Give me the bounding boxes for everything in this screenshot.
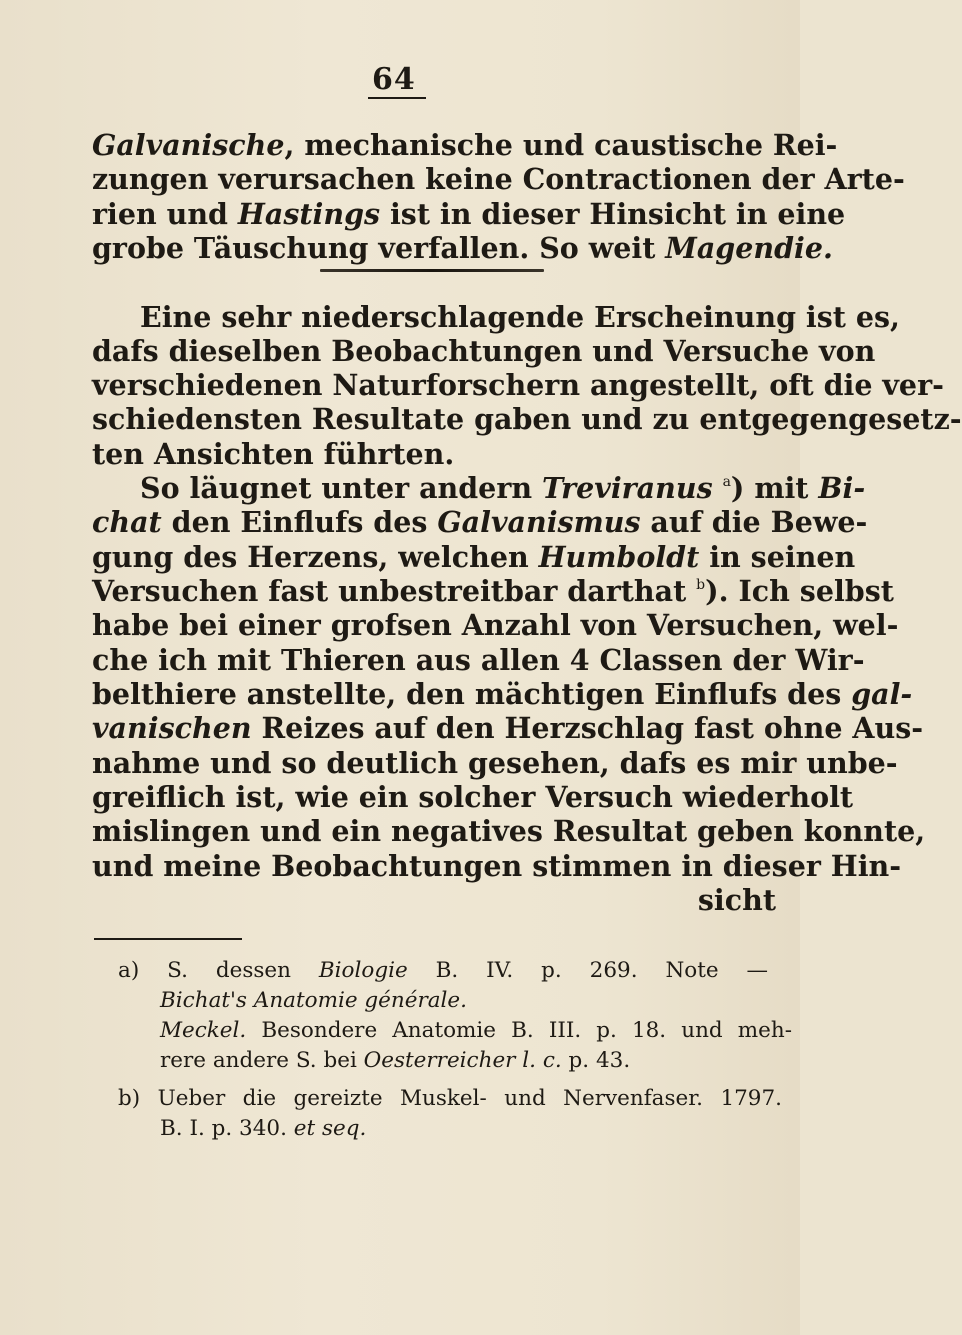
text: a) S. dessen (118, 958, 319, 983)
paragraph-2-line-2: dafs dieselben Beobachtungen und Versuche von (92, 334, 876, 368)
paragraph-1-line-2: zungen verursachen keine Contractionen der Arte- (92, 162, 905, 196)
paragraph-3-line-3 (92, 540, 856, 574)
emphasis: Treviranus (541, 471, 713, 505)
paragraph-3-line-8 (92, 711, 924, 745)
paragraph-2-line-5: ten Ansichten führten. (92, 437, 455, 471)
text: gung des Herzens, welchen (92, 540, 539, 574)
footnote-a-line-1 (118, 960, 768, 982)
text: ist in dieser Hinsicht in eine (380, 197, 846, 231)
footnote-marker: a (722, 474, 731, 490)
text: B. IV. p. 269. Note — (407, 958, 768, 983)
paragraph-2-line-4: schiedensten Resultate gaben und zu entgegengesetz- (92, 402, 962, 436)
paragraph-3-line-9: nahme und so deutlich gesehen, dafs es mir unbe- (92, 746, 898, 780)
emphasis: Biologie (318, 958, 408, 983)
emphasis: Bichat's Anatomie générale. (160, 988, 467, 1013)
text: ). Ich selbst (705, 574, 894, 608)
text: auf die Bewe- (640, 505, 868, 539)
emphasis: Hastings (237, 197, 381, 231)
text: So läugnet unter andern (140, 471, 542, 505)
emphasis: chat (92, 505, 162, 539)
paragraph-3-line-11: mislingen und ein negatives Resultat geben konnte, (92, 814, 926, 848)
text: rere andere S. bei (160, 1048, 364, 1073)
emphasis: Meckel. (160, 1018, 247, 1043)
paragraph-3-line-2 (92, 505, 868, 539)
text: p. 43. (561, 1048, 631, 1073)
text: rien und (92, 197, 238, 231)
text: Besondere Anatomie B. III. p. 18. und meh- (246, 1018, 792, 1043)
footnote-rule (94, 938, 242, 940)
paragraph-2-line-3: verschiedenen Naturforschern angestellt, oft die ver- (92, 368, 944, 402)
paragraph-1-line-1 (92, 128, 838, 162)
page-number: 64 (372, 62, 416, 97)
emphasis: Galvanismus (437, 505, 641, 539)
section-separator (320, 269, 544, 272)
paragraph-3-line-5: habe bei einer grofsen Anzahl von Versuchen, wel- (92, 608, 899, 642)
emphasis: vanischen (92, 711, 252, 745)
footnote-marker: b (696, 577, 706, 593)
footnote-a-line-2 (160, 990, 792, 1012)
emphasis: Galvanische (92, 128, 285, 162)
emphasis: gal- (851, 677, 913, 711)
paragraph-1-line-4 (92, 231, 833, 265)
page-number-underline (368, 97, 426, 99)
text: B. I. p. 340. (160, 1116, 294, 1141)
footnote-a-line-4 (160, 1050, 792, 1072)
emphasis: et seq. (293, 1116, 367, 1141)
footnote-b-line-1: b) Ueber die gereizte Muskel- und Nervenfaser. 1797. (118, 1086, 782, 1111)
footnote-b-line-2 (160, 1118, 792, 1140)
text: Reizes auf den Herzschlag fast ohne Aus- (251, 711, 924, 745)
emphasis: Oesterreicher l. c. (363, 1048, 562, 1073)
emphasis: Magendie. (665, 231, 833, 265)
text: , mechanische und caustische Rei- (284, 128, 838, 162)
footnote-a-line-3 (160, 1020, 792, 1042)
paragraph-3-line-1 (140, 471, 866, 505)
emphasis: Bi- (818, 471, 866, 505)
text: belthiere anstellte, den mächtigen Einflufs des (92, 677, 852, 711)
text: grobe Täuschung verfallen. So weit (92, 231, 666, 265)
text: den Einflufs des (161, 505, 438, 539)
paragraph-2-line-1: Eine sehr niederschlagende Erscheinung ist es, (140, 300, 900, 334)
paragraph-3-line-13: sicht (697, 883, 776, 917)
paragraph-1-line-3 (92, 197, 846, 231)
paragraph-3-line-12: und meine Beobachtungen stimmen in dieser Hin- (92, 849, 902, 883)
emphasis: Humboldt (538, 540, 700, 574)
text: in seinen (699, 540, 856, 574)
paragraph-3-line-10: greiflich ist, wie ein solcher Versuch wiederholt (92, 780, 854, 814)
text: ) mit (730, 471, 819, 505)
paragraph-3-line-7 (92, 677, 913, 711)
text: Versuchen fast unbestreitbar darthat (92, 574, 697, 608)
paragraph-3-line-4 (92, 574, 894, 608)
paragraph-3-line-6: che ich mit Thieren aus allen 4 Classen der Wir- (92, 643, 865, 677)
